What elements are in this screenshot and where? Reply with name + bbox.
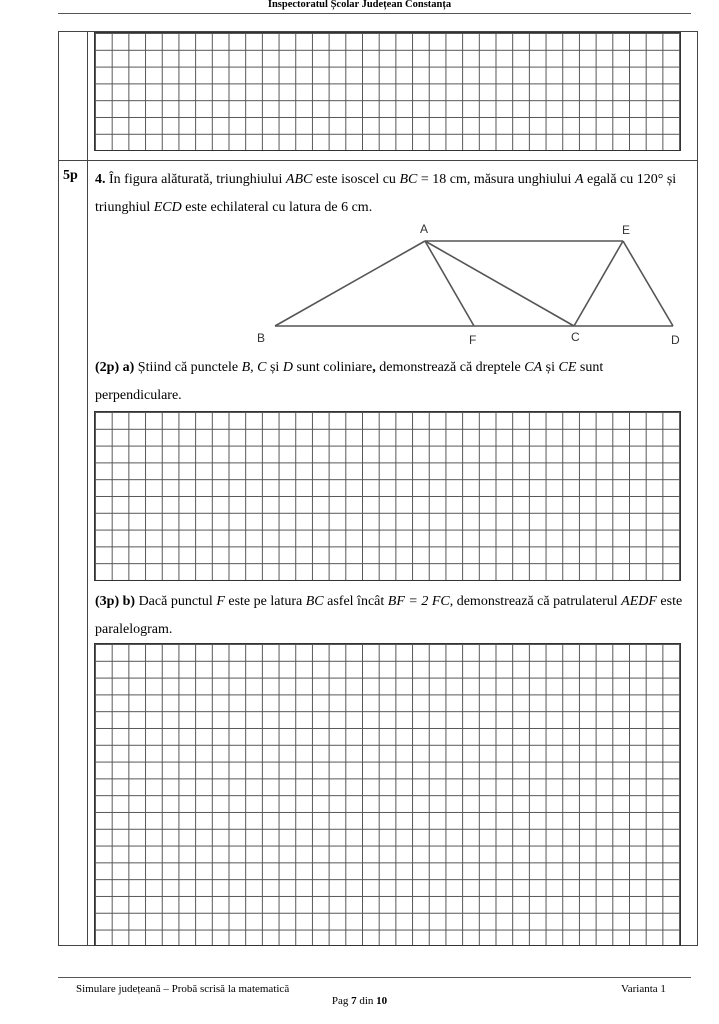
page-header: Inspectoratul Școlar Județean Constanța [267, 0, 452, 10]
part-b-text [95, 588, 691, 644]
line-ce: CE [558, 360, 577, 375]
points-label: 5p [63, 168, 78, 183]
part-a-segment: și [542, 360, 559, 375]
label-e: E [622, 223, 631, 237]
part-b-segment: asfel încât [323, 594, 388, 609]
segment-ab [275, 241, 425, 326]
row-divider [58, 160, 698, 161]
segment-af [425, 241, 474, 326]
statement-text: egală cu 120° și triunghiul [95, 172, 677, 215]
label-b: B [257, 331, 266, 345]
answer-grid-part-b[interactable] [94, 643, 681, 946]
segment-ed [623, 241, 673, 326]
part-b-segment: , demonstrează că patrulaterul [449, 594, 622, 609]
part-b-segment: este paralelogram. [95, 594, 683, 637]
point-d: D [282, 360, 293, 375]
angle-a: A [574, 172, 584, 187]
label-f: F [469, 333, 477, 347]
part-a-segment: și [266, 360, 283, 375]
page-total: 10 [376, 995, 388, 1007]
line-ca: CA [524, 360, 543, 375]
footer-rule [58, 977, 691, 978]
page-separator: din [356, 995, 377, 1007]
point-f: F [216, 594, 225, 609]
side-bc: BC [305, 594, 324, 609]
footer-variant: Varianta 1 [621, 983, 666, 995]
label-c: C [571, 330, 580, 344]
label-a: A [420, 222, 429, 236]
part-a-segment: sunt coliniare [292, 360, 373, 375]
geometry-figure [250, 218, 690, 350]
problem-number: 4. [95, 172, 106, 187]
triangle-abc: ABC [285, 172, 313, 187]
points-column-divider [87, 31, 88, 946]
answer-grid-previous[interactable] [94, 32, 681, 151]
part-b-segment: Dacă punctul [135, 594, 217, 609]
part-a-segment: demonstrează că dreptele [375, 360, 525, 375]
part-a-text [95, 354, 691, 410]
part-b-segment: este pe latura [224, 594, 306, 609]
label-d: D [671, 333, 680, 347]
statement-text: este echilateral cu latura de 6 cm. [181, 200, 373, 215]
points-bc: B, C [241, 360, 267, 375]
ratio-equation: BF = 2 FC [387, 594, 450, 609]
statement-text: În figura alăturată, triunghiului [105, 172, 286, 187]
part-a-tag: (2p) a) [95, 360, 135, 375]
part-a-segment: sunt perpendiculare. [95, 360, 604, 403]
statement-text: = 18 cm, măsura unghiului [417, 172, 575, 187]
page-current: 7 [351, 995, 357, 1007]
footer-exam-title: Simulare județeană – Probă scrisă la matematică [76, 983, 290, 995]
header-rule [58, 13, 691, 14]
segment-ac [425, 241, 574, 326]
part-b-tag: (3p) b) [95, 594, 136, 609]
page-prefix: Pag [331, 995, 352, 1007]
part-a-comma: , [372, 360, 376, 375]
segment-ec [574, 241, 623, 326]
quadrilateral-aedf: AEDF [621, 594, 657, 609]
triangle-ecd: ECD [153, 200, 182, 215]
problem-statement [95, 166, 691, 222]
footer-page-number [0, 995, 719, 1007]
statement-text: este isoscel cu [312, 172, 400, 187]
answer-grid-part-a[interactable] [94, 411, 681, 581]
segment-bc: BC [399, 172, 418, 187]
part-a-segment: Știind că punctele [134, 360, 242, 375]
